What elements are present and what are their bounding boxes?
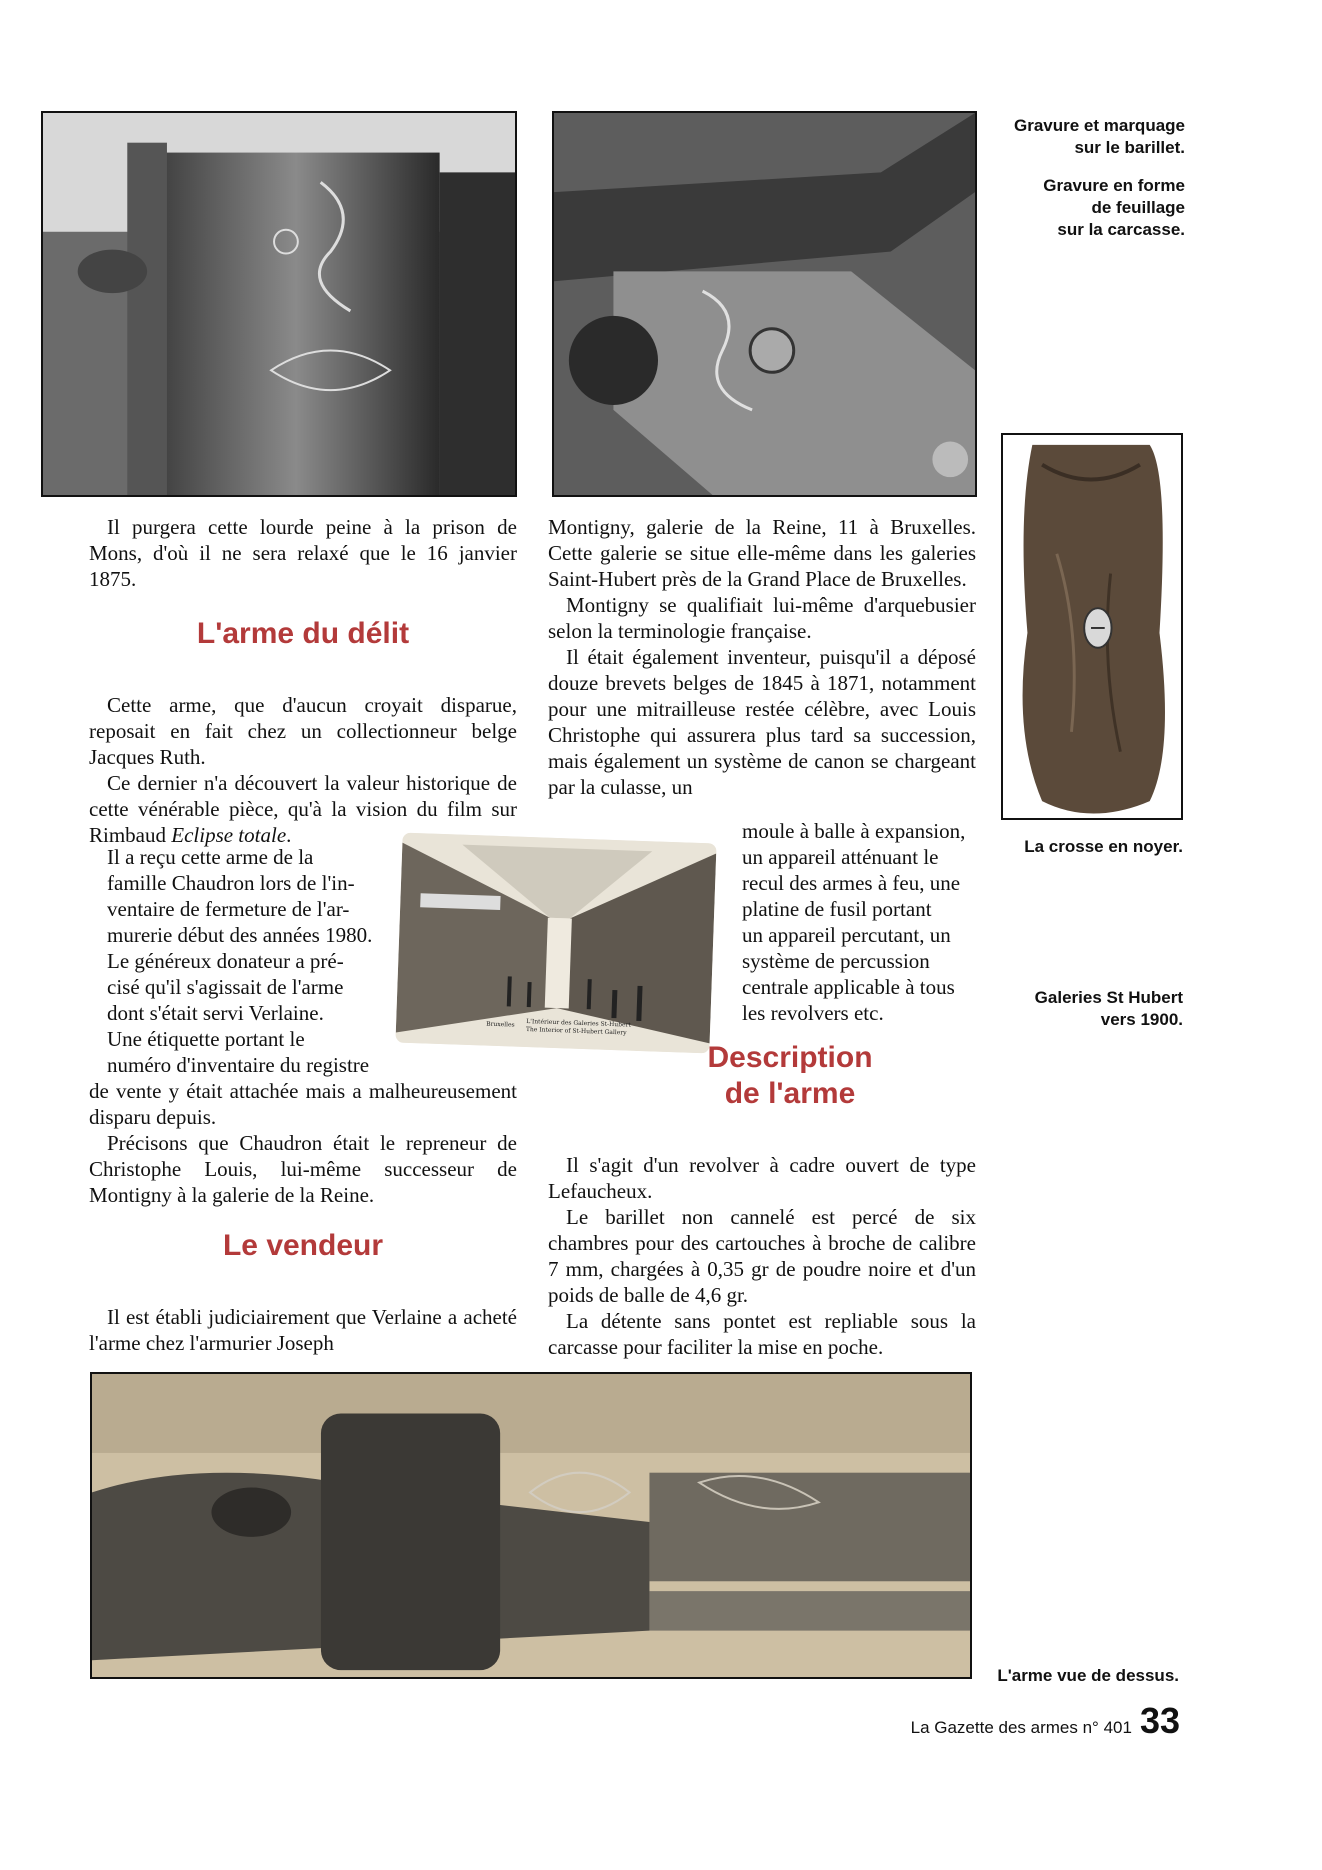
page-footer bbox=[911, 1700, 1180, 1742]
magazine-name: La Gazette des armes n° 401 bbox=[910, 1718, 1132, 1737]
col1-weapon-text: Cette arme, que d'aucun croyait disparue, reposait en fait chez un collectionneur belge Jacques Ruth. Ce dernier n'a découvert la valeur historique de cette vénérable pièce, qu'à la vision du film sur Rimbaud Eclipse totale. bbox=[89, 693, 517, 847]
caption-stock: La crosse en noyer. bbox=[1024, 837, 1183, 856]
heading-weapon-of-offence: L'arme du délit bbox=[196, 617, 410, 650]
caption-galleries: Galeries St Hubert vers 1900. bbox=[1034, 988, 1183, 1029]
walnut-stock-photo bbox=[1001, 433, 1183, 820]
heading-description: Description de l'arme bbox=[707, 1041, 873, 1110]
col1-wrap-text: Il a reçu cette arme de la famille Chaudron lors de l'in- ventaire de fermeture de l'ar- murerie début des années 1980. Le généreux donateur a pré- cisé qu'il s'agissait de l'arme dont s'était servi Verlaine. Une étiquette portant le numéro d'inventaire du registre bbox=[107, 845, 373, 1077]
postcard-caption-2: The Interior of St-Hubert Gallery bbox=[525, 1026, 627, 1037]
galleries-postcard-photo bbox=[395, 833, 716, 1054]
col2-description-text: Il s'agit d'un revolver à cadre ouvert de type Lefaucheux. Le barillet non cannelé est percé de six chambres pour des cartouches à broche de calibre 7 mm, chargées à 0,35 gr de poudre noire et d'un poids de balle de 4,6 gr. La détente sans pontet est repliable sous la carcasse pour faciliter la mise en poche. bbox=[548, 1153, 976, 1359]
page-number: 33 bbox=[1139, 1700, 1180, 1741]
col1-seller-text: Il est établi judiciairement que Verlaine a acheté l'arme chez l'armurier Joseph bbox=[89, 1305, 517, 1355]
col1-rest-text: de vente y était attachée mais a malheureusement disparu depuis. Précisons que Chaudron était le repreneur de Christophe Louis, lui-même successeur de Montigny à la galerie de la Reine. bbox=[89, 1079, 517, 1207]
caption-barrel: Gravure et marquage sur le barillet. bbox=[1013, 116, 1185, 157]
caption-top-view: L'arme vue de dessus. bbox=[997, 1666, 1179, 1685]
caption-frame: Gravure en forme de feuillage sur la carcasse. bbox=[1043, 176, 1185, 239]
top-view-photo bbox=[90, 1372, 972, 1679]
postcard-caption-1: L'Intérieur des Galeries St-Hubert bbox=[526, 1018, 631, 1029]
barrel-engraving-photo bbox=[41, 111, 517, 497]
col1-intro: Il purgera cette lourde peine à la prison de Mons, d'où il ne sera relaxé que le 16 janvier 1875. bbox=[89, 515, 517, 591]
col2-text: Montigny, galerie de la Reine, 11 à Bruxelles. Cette galerie se situe elle-même dans les galeries Saint-Hubert près de la Grand Place de Bruxelles. Montigny se qualifiait lui-même d'arquebusier selon la terminologie française. Il était également inventeur, puisqu'il a déposé douze brevets belges de 1845 à 1871, notamment pour une mitrailleuse restée célèbre, avec Louis Christophe qui assurera plus tard sa succession, mais également un système de canon se chargeant par la culasse, un bbox=[548, 515, 976, 799]
frame-engraving-photo bbox=[552, 111, 977, 497]
heading-seller: Le vendeur bbox=[222, 1229, 384, 1262]
col2-wrap-text: moule à balle à expansion, un appareil atténuant le recul des armes à feu, une platine de fusil portant un appareil percutant, un système de percussion centrale applicable à tous les revolvers etc. bbox=[742, 819, 966, 1025]
postcard-city: Bruxelles bbox=[486, 1020, 515, 1029]
